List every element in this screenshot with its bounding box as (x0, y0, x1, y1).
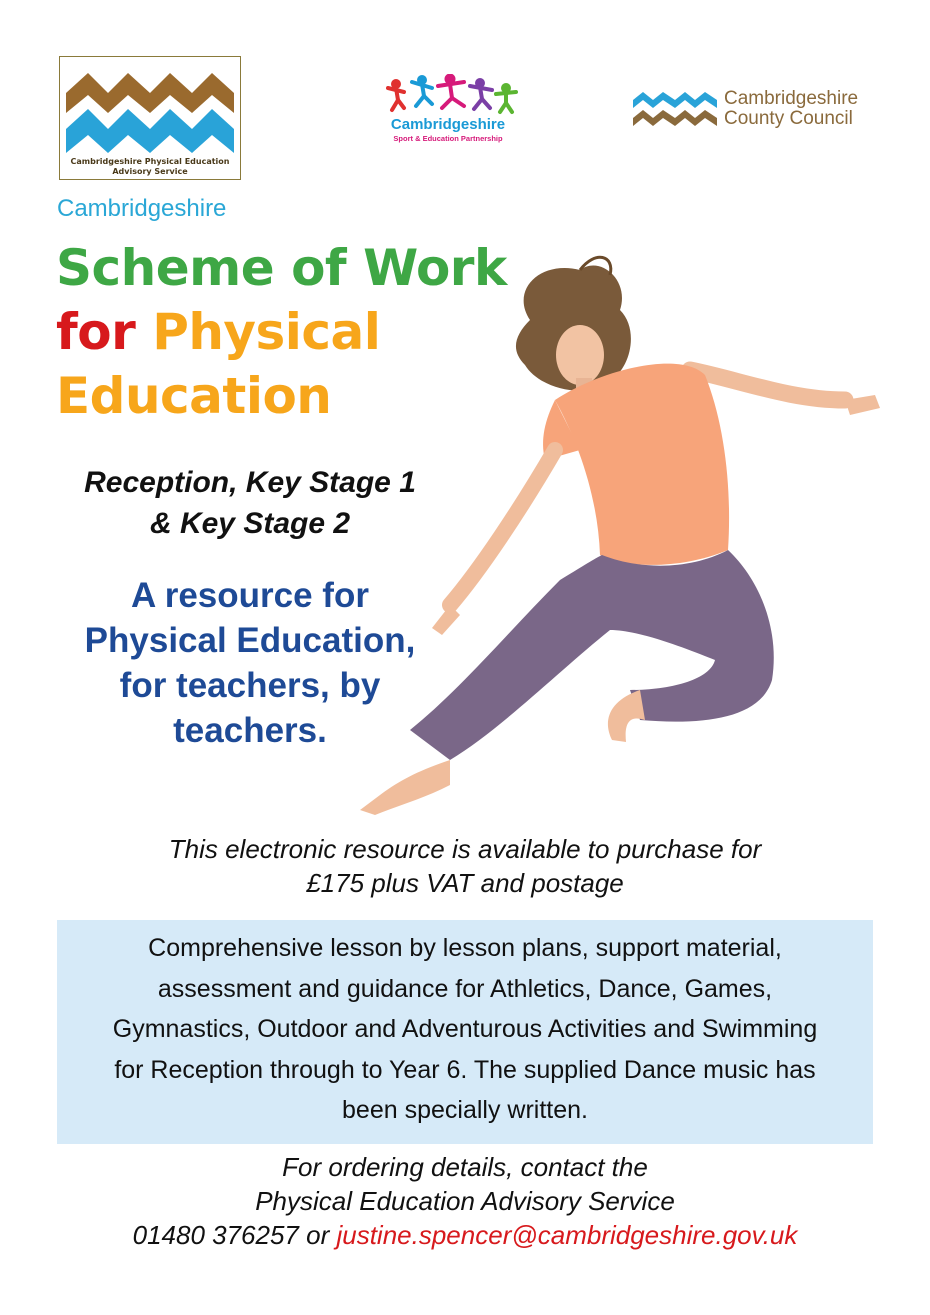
stages-line1: Reception, Key Stage 1 (84, 466, 416, 499)
email-link[interactable]: justine.spencer@cambridgeshire.gov.uk (336, 1220, 798, 1250)
resource-tagline (40, 573, 460, 753)
jumping-people-icon (384, 74, 520, 116)
council-name-line1: Cambridgeshire (724, 88, 859, 109)
stages-line2: & Key Stage 2 (149, 507, 351, 540)
title-line2-for: for (56, 303, 136, 361)
description-box (57, 920, 873, 1144)
resource-line1: A resource for (131, 576, 369, 615)
description-line5: been specially written. (342, 1096, 588, 1124)
peas-caption-line2: Advisory Service (112, 167, 188, 176)
order-line1: For ordering details, contact the (282, 1152, 648, 1182)
page-title (56, 236, 507, 428)
partnership-subtitle: Sport & Education Partnership (393, 134, 503, 143)
description-line2: assessment and guidance for Athletics, Dance, Games, (157, 974, 773, 1003)
region-label: Cambridgeshire (57, 195, 227, 222)
resource-line3: for teachers, by (119, 666, 381, 705)
resource-line4: teachers. (173, 711, 327, 750)
mountain-wave-icon (66, 65, 234, 155)
peas-caption-line1: Cambridgeshire Physical Education (70, 157, 230, 166)
title-line3: Education (56, 367, 332, 425)
sport-education-partnership-logo (380, 74, 520, 150)
resource-line2: Physical Education, (84, 621, 416, 660)
partnership-name: Cambridgeshire (390, 116, 506, 133)
phone-number: 01480 376257 or (132, 1220, 330, 1250)
description-line3: Gymnastics, Outdoor and Adventurous Activities and Swimming (112, 1015, 818, 1043)
title-line2-physical: Physical (152, 303, 381, 361)
ordering-details (0, 1150, 930, 1252)
key-stages-heading (40, 462, 460, 544)
pe-advisory-service-logo (59, 56, 241, 180)
title-line1: Scheme of Work (56, 239, 507, 297)
description-line1: Comprehensive lesson by lesson plans, support material, (148, 934, 782, 962)
price-text (0, 832, 930, 900)
price-line1: This electronic resource is available to purchase for (168, 834, 762, 864)
description-line4: for Reception through to Year 6. The supplied Dance music has (114, 1055, 816, 1084)
county-council-logo (633, 88, 893, 132)
order-line2: Physical Education Advisory Service (255, 1186, 675, 1216)
council-name-line2: County Council (724, 108, 853, 129)
description-text (67, 928, 863, 1131)
price-line2: £175 plus VAT and postage (306, 868, 624, 898)
council-wave-icon (633, 90, 717, 128)
